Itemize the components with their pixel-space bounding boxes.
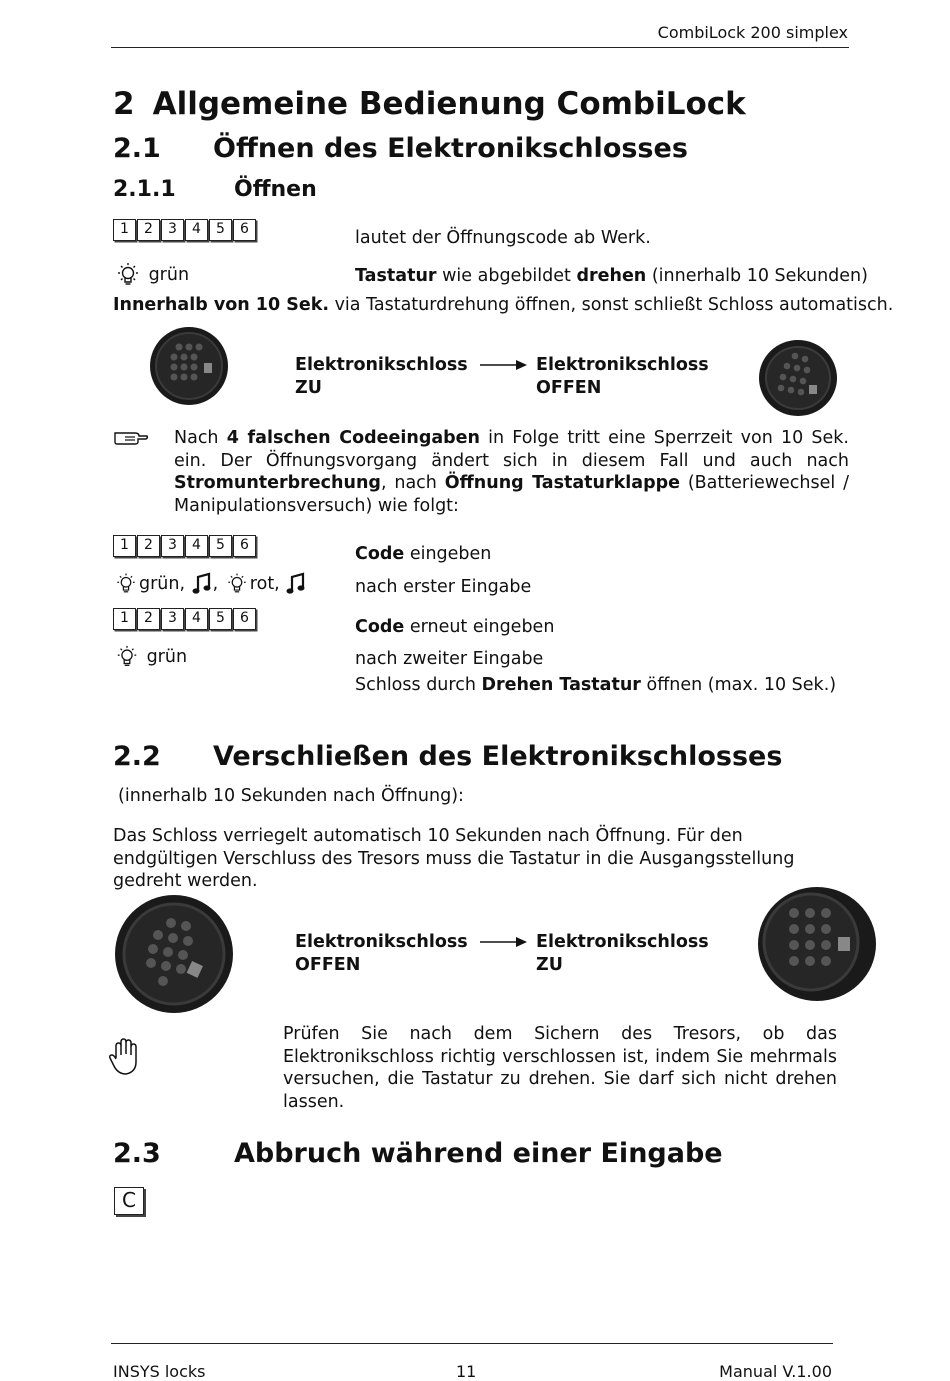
code-keypad-sequence-2: [113, 535, 256, 557]
lock-open-image: [757, 338, 839, 418]
key-6: 6: [233, 219, 256, 241]
section-2-2-heading: 2.2 Verschließen des Elektronikschlosses: [113, 741, 783, 772]
key-3: 3: [161, 535, 184, 557]
section-2-1-heading: 2.1 Öffnen des Elektronikschlosses: [113, 133, 688, 164]
open-row1-text: lautet der Öffnungscode ab Werk.: [355, 228, 651, 248]
step4-text: nach zweiter Eingabe: [355, 649, 544, 669]
section-2-heading: 2 Allgemeine Bedienung CombiLock: [113, 86, 746, 122]
pointing-hand-icon: [113, 425, 149, 447]
footer-rule: [111, 1343, 833, 1344]
header-rule: [111, 47, 849, 48]
led-bulb-icon: [113, 572, 139, 596]
section-2-2-subtitle: (innerhalb 10 Sekunden nach Öffnung):: [118, 786, 464, 806]
key-5: 5: [209, 608, 232, 630]
section-2-2-paragraph: Das Schloss verriegelt automatisch 10 Sekunden nach Öffnung. Für den endgültigen Verschluss des Tresors muss die Tastatur in die Ausgangsstellung gedreht werden.: [113, 826, 795, 891]
key-6: 6: [233, 535, 256, 557]
footer-page-number: 11: [456, 1362, 477, 1381]
transition1-to: Elektronikschloss OFFEN: [536, 355, 709, 398]
key-5: 5: [209, 219, 232, 241]
key-3: 3: [161, 608, 184, 630]
key-4: 4: [185, 219, 208, 241]
footer-right: Manual V.1.00: [719, 1362, 832, 1381]
key-1: 1: [113, 535, 136, 557]
key-1: 1: [113, 608, 136, 630]
led-bulb-icon: [224, 572, 250, 596]
open-row3-text: Innerhalb von 10 Sek. via Tastaturdrehung öffnen, sonst schließt Schloss automatisch.: [113, 295, 894, 315]
key-5: 5: [209, 535, 232, 557]
key-4: 4: [185, 535, 208, 557]
transition2-from: Elektronikschloss OFFEN: [295, 932, 468, 975]
key-2: 2: [137, 608, 160, 630]
step4-left: grün: [113, 645, 187, 669]
step5-text: Schloss durch Drehen Tastatur öffnen (max. 10 Sek.): [355, 675, 837, 695]
section-2-1-1-heading: 2.1.1 Öffnen: [113, 177, 317, 202]
note2-paragraph: Prüfen Sie nach dem Sichern des Tresors, ob das Elektronikschloss richtig verschlossen ist, indem Sie mehrmals versuchen, die Tastatur zu drehen. Sie darf sich nicht drehen lassen.: [283, 1024, 837, 1112]
note1-paragraph: Nach 4 falschen Codeeingaben in Folge tritt eine Sperrzeit von 10 Sek. ein. Der Öffnungsvorgang ändert sich in diesem Fall und auch nach Stromunterbrechung, nach Öffnung Tastaturklappe (Batteriewechsel / Manipulationsversuch) wie folgt:: [174, 428, 850, 516]
lock-closed-image: [756, 885, 878, 1003]
music-note-icon: [285, 572, 307, 596]
key-2: 2: [137, 535, 160, 557]
open-row2-left: grün: [113, 262, 189, 288]
stop-hand-icon: [108, 1038, 142, 1076]
step3-text: Code erneut eingeben: [355, 617, 555, 637]
key-2: 2: [137, 219, 160, 241]
section-2-3-heading: 2.3 Abbruch während einer Eingabe: [113, 1138, 723, 1169]
transition1-from: Elektronikschloss ZU: [295, 355, 468, 398]
code-keypad-sequence-3: [113, 608, 256, 630]
key-3: 3: [161, 219, 184, 241]
led-bulb-icon: [113, 262, 143, 288]
step2-left: grün, , rot,: [113, 572, 307, 596]
transition2-to: Elektronikschloss ZU: [536, 932, 709, 975]
code-keypad-sequence: [113, 219, 256, 241]
key-1: 1: [113, 219, 136, 241]
footer-left: INSYS locks: [113, 1362, 206, 1381]
key-6: 6: [233, 608, 256, 630]
arrow-right-icon: [480, 936, 528, 948]
music-note-icon: [191, 572, 213, 596]
header-title: CombiLock 200 simplex: [657, 23, 848, 42]
cancel-key: C: [114, 1187, 144, 1215]
step1-text: Code eingeben: [355, 544, 492, 564]
lock-closed-image: [148, 325, 230, 407]
led-bulb-icon: [113, 645, 141, 669]
lock-open-image: [113, 893, 235, 1015]
open-row2-text: Tastatur wie abgebildet drehen (innerhalb 10 Sekunden): [355, 266, 868, 286]
step2-text: nach erster Eingabe: [355, 577, 532, 597]
arrow-right-icon: [480, 359, 528, 371]
key-4: 4: [185, 608, 208, 630]
